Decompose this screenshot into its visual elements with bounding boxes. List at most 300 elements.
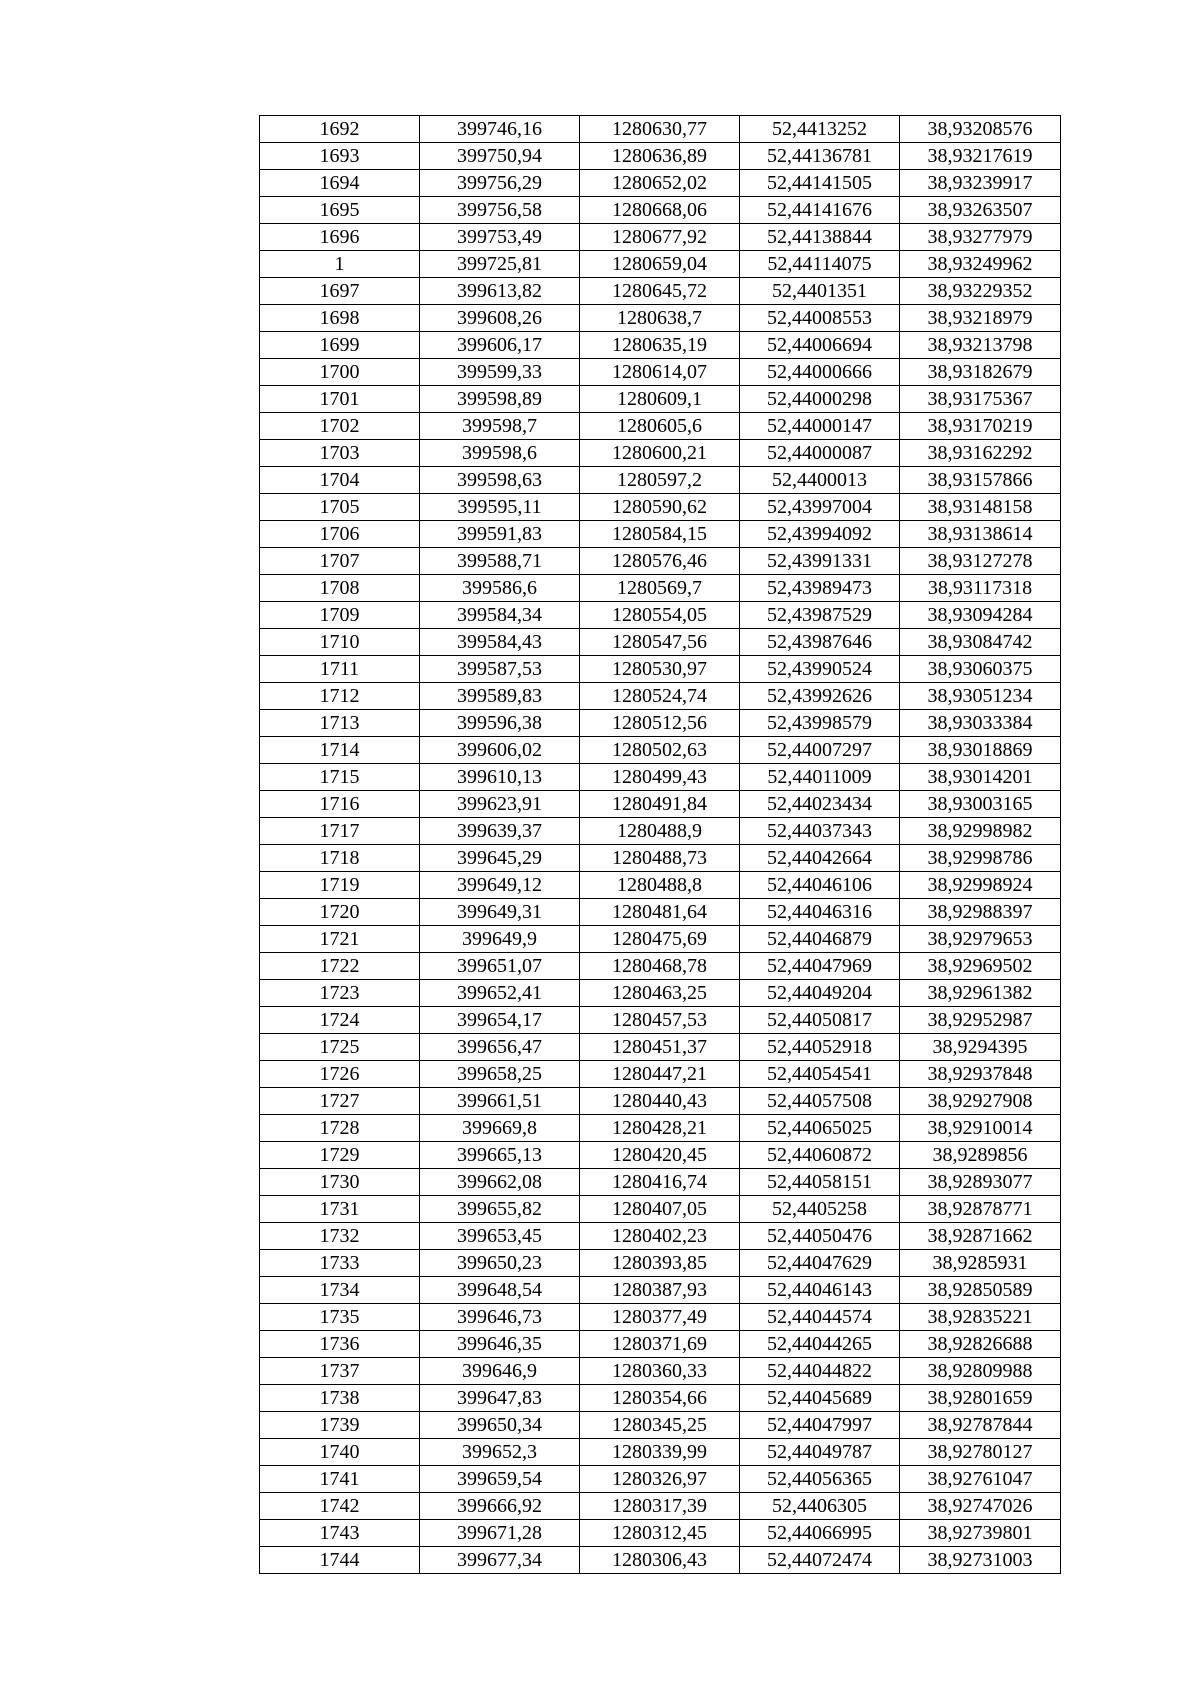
table-row: [260, 1304, 1061, 1331]
latitude-cell: 52,44056365: [740, 1466, 900, 1493]
point-number-cell: 1730: [260, 1169, 420, 1196]
point-number-cell: 1739: [260, 1412, 420, 1439]
point-number-cell: 1702: [260, 413, 420, 440]
longitude-cell: 38,93170219: [900, 413, 1061, 440]
y-coordinate-cell: 1280428,21: [580, 1115, 740, 1142]
point-number-cell: 1707: [260, 548, 420, 575]
table-row: [260, 1493, 1061, 1520]
y-coordinate-cell: 1280605,6: [580, 413, 740, 440]
table-row: [260, 116, 1061, 143]
longitude-cell: 38,92988397: [900, 899, 1061, 926]
latitude-cell: 52,44046143: [740, 1277, 900, 1304]
y-coordinate-cell: 1280402,23: [580, 1223, 740, 1250]
latitude-cell: 52,44044822: [740, 1358, 900, 1385]
x-coordinate-cell: 399613,82: [420, 278, 580, 305]
table-row: [260, 764, 1061, 791]
point-number-cell: 1712: [260, 683, 420, 710]
longitude-cell: 38,93094284: [900, 602, 1061, 629]
latitude-cell: 52,44050817: [740, 1007, 900, 1034]
longitude-cell: 38,92787844: [900, 1412, 1061, 1439]
latitude-cell: 52,44058151: [740, 1169, 900, 1196]
table-row: [260, 359, 1061, 386]
longitude-cell: 38,92809988: [900, 1358, 1061, 1385]
latitude-cell: 52,44057508: [740, 1088, 900, 1115]
point-number-cell: 1713: [260, 710, 420, 737]
x-coordinate-cell: 399662,08: [420, 1169, 580, 1196]
latitude-cell: 52,4413252: [740, 116, 900, 143]
table-row: [260, 305, 1061, 332]
point-number-cell: 1727: [260, 1088, 420, 1115]
longitude-cell: 38,93033384: [900, 710, 1061, 737]
x-coordinate-cell: 399591,83: [420, 521, 580, 548]
longitude-cell: 38,93249962: [900, 251, 1061, 278]
y-coordinate-cell: 1280377,49: [580, 1304, 740, 1331]
point-number-cell: 1728: [260, 1115, 420, 1142]
longitude-cell: 38,92871662: [900, 1223, 1061, 1250]
latitude-cell: 52,44042664: [740, 845, 900, 872]
point-number-cell: 1703: [260, 440, 420, 467]
x-coordinate-cell: 399606,17: [420, 332, 580, 359]
latitude-cell: 52,44037343: [740, 818, 900, 845]
y-coordinate-cell: 1280638,7: [580, 305, 740, 332]
longitude-cell: 38,93117318: [900, 575, 1061, 602]
latitude-cell: 52,44072474: [740, 1547, 900, 1574]
point-number-cell: 1729: [260, 1142, 420, 1169]
latitude-cell: 52,43989473: [740, 575, 900, 602]
table-row: [260, 1466, 1061, 1493]
table-row: [260, 980, 1061, 1007]
point-number-cell: 1709: [260, 602, 420, 629]
latitude-cell: 52,44049204: [740, 980, 900, 1007]
longitude-cell: 38,93162292: [900, 440, 1061, 467]
y-coordinate-cell: 1280488,73: [580, 845, 740, 872]
longitude-cell: 38,93051234: [900, 683, 1061, 710]
point-number-cell: 1735: [260, 1304, 420, 1331]
point-number-cell: 1740: [260, 1439, 420, 1466]
longitude-cell: 38,92801659: [900, 1385, 1061, 1412]
x-coordinate-cell: 399646,9: [420, 1358, 580, 1385]
latitude-cell: 52,44054541: [740, 1061, 900, 1088]
y-coordinate-cell: 1280597,2: [580, 467, 740, 494]
x-coordinate-cell: 399654,17: [420, 1007, 580, 1034]
x-coordinate-cell: 399647,83: [420, 1385, 580, 1412]
longitude-cell: 38,92739801: [900, 1520, 1061, 1547]
x-coordinate-cell: 399599,33: [420, 359, 580, 386]
longitude-cell: 38,93213798: [900, 332, 1061, 359]
latitude-cell: 52,44045689: [740, 1385, 900, 1412]
longitude-cell: 38,92826688: [900, 1331, 1061, 1358]
table-row: [260, 1061, 1061, 1088]
table-row: [260, 683, 1061, 710]
x-coordinate-cell: 399598,7: [420, 413, 580, 440]
y-coordinate-cell: 1280659,04: [580, 251, 740, 278]
x-coordinate-cell: 399653,45: [420, 1223, 580, 1250]
y-coordinate-cell: 1280645,72: [580, 278, 740, 305]
point-number-cell: 1699: [260, 332, 420, 359]
point-number-cell: 1695: [260, 197, 420, 224]
latitude-cell: 52,44060872: [740, 1142, 900, 1169]
latitude-cell: 52,44006694: [740, 332, 900, 359]
table-row: [260, 1088, 1061, 1115]
y-coordinate-cell: 1280481,64: [580, 899, 740, 926]
longitude-cell: 38,93060375: [900, 656, 1061, 683]
point-number-cell: 1705: [260, 494, 420, 521]
point-number-cell: 1694: [260, 170, 420, 197]
x-coordinate-cell: 399623,91: [420, 791, 580, 818]
x-coordinate-cell: 399639,37: [420, 818, 580, 845]
latitude-cell: 52,44000147: [740, 413, 900, 440]
longitude-cell: 38,92937848: [900, 1061, 1061, 1088]
point-number-cell: 1697: [260, 278, 420, 305]
point-number-cell: 1718: [260, 845, 420, 872]
latitude-cell: 52,44007297: [740, 737, 900, 764]
longitude-cell: 38,93208576: [900, 116, 1061, 143]
x-coordinate-cell: 399655,82: [420, 1196, 580, 1223]
table-row: [260, 1196, 1061, 1223]
y-coordinate-cell: 1280512,56: [580, 710, 740, 737]
point-number-cell: 1704: [260, 467, 420, 494]
longitude-cell: 38,93014201: [900, 764, 1061, 791]
x-coordinate-cell: 399652,3: [420, 1439, 580, 1466]
longitude-cell: 38,92910014: [900, 1115, 1061, 1142]
table-row: [260, 494, 1061, 521]
longitude-cell: 38,92952987: [900, 1007, 1061, 1034]
y-coordinate-cell: 1280416,74: [580, 1169, 740, 1196]
x-coordinate-cell: 399589,83: [420, 683, 580, 710]
x-coordinate-cell: 399596,38: [420, 710, 580, 737]
table-row: [260, 656, 1061, 683]
longitude-cell: 38,93263507: [900, 197, 1061, 224]
point-number-cell: 1742: [260, 1493, 420, 1520]
longitude-cell: 38,93182679: [900, 359, 1061, 386]
y-coordinate-cell: 1280491,84: [580, 791, 740, 818]
x-coordinate-cell: 399753,49: [420, 224, 580, 251]
longitude-cell: 38,93084742: [900, 629, 1061, 656]
y-coordinate-cell: 1280447,21: [580, 1061, 740, 1088]
point-number-cell: 1701: [260, 386, 420, 413]
y-coordinate-cell: 1280306,43: [580, 1547, 740, 1574]
table-row: [260, 710, 1061, 737]
latitude-cell: 52,43998579: [740, 710, 900, 737]
latitude-cell: 52,4401351: [740, 278, 900, 305]
table-row: [260, 440, 1061, 467]
point-number-cell: 1698: [260, 305, 420, 332]
y-coordinate-cell: 1280326,97: [580, 1466, 740, 1493]
table-row: [260, 953, 1061, 980]
x-coordinate-cell: 399649,12: [420, 872, 580, 899]
x-coordinate-cell: 399650,34: [420, 1412, 580, 1439]
longitude-cell: 38,93229352: [900, 278, 1061, 305]
point-number-cell: 1714: [260, 737, 420, 764]
table-row: [260, 548, 1061, 575]
latitude-cell: 52,44046316: [740, 899, 900, 926]
x-coordinate-cell: 399671,28: [420, 1520, 580, 1547]
y-coordinate-cell: 1280488,9: [580, 818, 740, 845]
point-number-cell: 1717: [260, 818, 420, 845]
y-coordinate-cell: 1280463,25: [580, 980, 740, 1007]
table-row: [260, 467, 1061, 494]
latitude-cell: 52,44050476: [740, 1223, 900, 1250]
latitude-cell: 52,43990524: [740, 656, 900, 683]
x-coordinate-cell: 399649,9: [420, 926, 580, 953]
x-coordinate-cell: 399665,13: [420, 1142, 580, 1169]
table-row: [260, 791, 1061, 818]
longitude-cell: 38,92747026: [900, 1493, 1061, 1520]
longitude-cell: 38,93018869: [900, 737, 1061, 764]
table-row: [260, 224, 1061, 251]
x-coordinate-cell: 399652,41: [420, 980, 580, 1007]
coordinates-table-body: [260, 116, 1061, 1574]
table-row: [260, 926, 1061, 953]
longitude-cell: 38,92979653: [900, 926, 1061, 953]
longitude-cell: 38,92835221: [900, 1304, 1061, 1331]
point-number-cell: 1724: [260, 1007, 420, 1034]
point-number-cell: 1734: [260, 1277, 420, 1304]
y-coordinate-cell: 1280499,43: [580, 764, 740, 791]
y-coordinate-cell: 1280451,37: [580, 1034, 740, 1061]
latitude-cell: 52,44047969: [740, 953, 900, 980]
longitude-cell: 38,9294395: [900, 1034, 1061, 1061]
latitude-cell: 52,43992626: [740, 683, 900, 710]
y-coordinate-cell: 1280457,53: [580, 1007, 740, 1034]
y-coordinate-cell: 1280524,74: [580, 683, 740, 710]
longitude-cell: 38,92731003: [900, 1547, 1061, 1574]
latitude-cell: 52,4406305: [740, 1493, 900, 1520]
table-row: [260, 872, 1061, 899]
point-number-cell: 1716: [260, 791, 420, 818]
x-coordinate-cell: 399756,29: [420, 170, 580, 197]
y-coordinate-cell: 1280677,92: [580, 224, 740, 251]
table-row: [260, 251, 1061, 278]
table-row: [260, 170, 1061, 197]
x-coordinate-cell: 399586,6: [420, 575, 580, 602]
x-coordinate-cell: 399746,16: [420, 116, 580, 143]
y-coordinate-cell: 1280590,62: [580, 494, 740, 521]
point-number-cell: 1693: [260, 143, 420, 170]
longitude-cell: 38,93003165: [900, 791, 1061, 818]
x-coordinate-cell: 399725,81: [420, 251, 580, 278]
y-coordinate-cell: 1280317,39: [580, 1493, 740, 1520]
longitude-cell: 38,92761047: [900, 1466, 1061, 1493]
y-coordinate-cell: 1280339,99: [580, 1439, 740, 1466]
latitude-cell: 52,44046106: [740, 872, 900, 899]
longitude-cell: 38,92850589: [900, 1277, 1061, 1304]
point-number-cell: 1737: [260, 1358, 420, 1385]
x-coordinate-cell: 399598,89: [420, 386, 580, 413]
x-coordinate-cell: 399659,54: [420, 1466, 580, 1493]
table-row: [260, 737, 1061, 764]
longitude-cell: 38,9285931: [900, 1250, 1061, 1277]
x-coordinate-cell: 399595,11: [420, 494, 580, 521]
table-row: [260, 278, 1061, 305]
y-coordinate-cell: 1280614,07: [580, 359, 740, 386]
y-coordinate-cell: 1280584,15: [580, 521, 740, 548]
latitude-cell: 52,44000087: [740, 440, 900, 467]
longitude-cell: 38,93157866: [900, 467, 1061, 494]
point-number-cell: 1719: [260, 872, 420, 899]
latitude-cell: 52,44047629: [740, 1250, 900, 1277]
y-coordinate-cell: 1280652,02: [580, 170, 740, 197]
x-coordinate-cell: 399598,63: [420, 467, 580, 494]
y-coordinate-cell: 1280576,46: [580, 548, 740, 575]
table-row: [260, 332, 1061, 359]
x-coordinate-cell: 399606,02: [420, 737, 580, 764]
x-coordinate-cell: 399608,26: [420, 305, 580, 332]
table-row: [260, 1385, 1061, 1412]
table-row: [260, 1007, 1061, 1034]
latitude-cell: 52,43987646: [740, 629, 900, 656]
x-coordinate-cell: 399666,92: [420, 1493, 580, 1520]
latitude-cell: 52,44141505: [740, 170, 900, 197]
point-number-cell: 1721: [260, 926, 420, 953]
longitude-cell: 38,93217619: [900, 143, 1061, 170]
x-coordinate-cell: 399587,53: [420, 656, 580, 683]
x-coordinate-cell: 399651,07: [420, 953, 580, 980]
point-number-cell: 1696: [260, 224, 420, 251]
table-row: [260, 1034, 1061, 1061]
latitude-cell: 52,43987529: [740, 602, 900, 629]
longitude-cell: 38,9289856: [900, 1142, 1061, 1169]
table-row: [260, 575, 1061, 602]
y-coordinate-cell: 1280468,78: [580, 953, 740, 980]
point-number-cell: 1706: [260, 521, 420, 548]
latitude-cell: 52,44066995: [740, 1520, 900, 1547]
longitude-cell: 38,92878771: [900, 1196, 1061, 1223]
point-number-cell: 1733: [260, 1250, 420, 1277]
longitude-cell: 38,93239917: [900, 170, 1061, 197]
table-row: [260, 386, 1061, 413]
y-coordinate-cell: 1280371,69: [580, 1331, 740, 1358]
table-row: [260, 1547, 1061, 1574]
y-coordinate-cell: 1280420,45: [580, 1142, 740, 1169]
x-coordinate-cell: 399661,51: [420, 1088, 580, 1115]
table-row: [260, 1169, 1061, 1196]
x-coordinate-cell: 399656,47: [420, 1034, 580, 1061]
latitude-cell: 52,44011009: [740, 764, 900, 791]
table-row: [260, 1115, 1061, 1142]
longitude-cell: 38,92998982: [900, 818, 1061, 845]
point-number-cell: 1725: [260, 1034, 420, 1061]
latitude-cell: 52,44136781: [740, 143, 900, 170]
point-number-cell: 1720: [260, 899, 420, 926]
table-row: [260, 521, 1061, 548]
y-coordinate-cell: 1280668,06: [580, 197, 740, 224]
y-coordinate-cell: 1280387,93: [580, 1277, 740, 1304]
latitude-cell: 52,4400013: [740, 467, 900, 494]
y-coordinate-cell: 1280554,05: [580, 602, 740, 629]
latitude-cell: 52,44046879: [740, 926, 900, 953]
x-coordinate-cell: 399677,34: [420, 1547, 580, 1574]
x-coordinate-cell: 399649,31: [420, 899, 580, 926]
x-coordinate-cell: 399648,54: [420, 1277, 580, 1304]
x-coordinate-cell: 399588,71: [420, 548, 580, 575]
table-row: [260, 602, 1061, 629]
y-coordinate-cell: 1280569,7: [580, 575, 740, 602]
y-coordinate-cell: 1280636,89: [580, 143, 740, 170]
longitude-cell: 38,93138614: [900, 521, 1061, 548]
latitude-cell: 52,4405258: [740, 1196, 900, 1223]
y-coordinate-cell: 1280440,43: [580, 1088, 740, 1115]
longitude-cell: 38,92969502: [900, 953, 1061, 980]
latitude-cell: 52,44047997: [740, 1412, 900, 1439]
point-number-cell: 1715: [260, 764, 420, 791]
x-coordinate-cell: 399646,35: [420, 1331, 580, 1358]
point-number-cell: 1738: [260, 1385, 420, 1412]
longitude-cell: 38,93277979: [900, 224, 1061, 251]
y-coordinate-cell: 1280547,56: [580, 629, 740, 656]
table-row: [260, 1250, 1061, 1277]
latitude-cell: 52,44008553: [740, 305, 900, 332]
point-number-cell: 1723: [260, 980, 420, 1007]
x-coordinate-cell: 399610,13: [420, 764, 580, 791]
y-coordinate-cell: 1280600,21: [580, 440, 740, 467]
table-row: [260, 899, 1061, 926]
point-number-cell: 1741: [260, 1466, 420, 1493]
x-coordinate-cell: 399598,6: [420, 440, 580, 467]
latitude-cell: 52,44141676: [740, 197, 900, 224]
y-coordinate-cell: 1280345,25: [580, 1412, 740, 1439]
x-coordinate-cell: 399650,23: [420, 1250, 580, 1277]
longitude-cell: 38,92893077: [900, 1169, 1061, 1196]
x-coordinate-cell: 399669,8: [420, 1115, 580, 1142]
table-row: [260, 1412, 1061, 1439]
y-coordinate-cell: 1280312,45: [580, 1520, 740, 1547]
latitude-cell: 52,44049787: [740, 1439, 900, 1466]
point-number-cell: 1743: [260, 1520, 420, 1547]
x-coordinate-cell: 399645,29: [420, 845, 580, 872]
point-number-cell: 1708: [260, 575, 420, 602]
point-number-cell: 1700: [260, 359, 420, 386]
y-coordinate-cell: 1280502,63: [580, 737, 740, 764]
point-number-cell: 1726: [260, 1061, 420, 1088]
point-number-cell: 1710: [260, 629, 420, 656]
table-row: [260, 1439, 1061, 1466]
longitude-cell: 38,92961382: [900, 980, 1061, 1007]
table-row: [260, 629, 1061, 656]
y-coordinate-cell: 1280360,33: [580, 1358, 740, 1385]
table-row: [260, 1520, 1061, 1547]
point-number-cell: 1692: [260, 116, 420, 143]
latitude-cell: 52,43994092: [740, 521, 900, 548]
latitude-cell: 52,44044574: [740, 1304, 900, 1331]
latitude-cell: 52,44023434: [740, 791, 900, 818]
x-coordinate-cell: 399658,25: [420, 1061, 580, 1088]
longitude-cell: 38,93218979: [900, 305, 1061, 332]
x-coordinate-cell: 399646,73: [420, 1304, 580, 1331]
latitude-cell: 52,44065025: [740, 1115, 900, 1142]
longitude-cell: 38,92998924: [900, 872, 1061, 899]
table-row: [260, 1142, 1061, 1169]
table-row: [260, 143, 1061, 170]
latitude-cell: 52,44138844: [740, 224, 900, 251]
y-coordinate-cell: 1280530,97: [580, 656, 740, 683]
point-number-cell: 1711: [260, 656, 420, 683]
x-coordinate-cell: 399756,58: [420, 197, 580, 224]
point-number-cell: 1: [260, 251, 420, 278]
table-row: [260, 197, 1061, 224]
latitude-cell: 52,44044265: [740, 1331, 900, 1358]
longitude-cell: 38,93175367: [900, 386, 1061, 413]
point-number-cell: 1722: [260, 953, 420, 980]
table-row: [260, 1277, 1061, 1304]
longitude-cell: 38,92998786: [900, 845, 1061, 872]
latitude-cell: 52,44052918: [740, 1034, 900, 1061]
latitude-cell: 52,43997004: [740, 494, 900, 521]
table-row: [260, 1358, 1061, 1385]
latitude-cell: 52,43991331: [740, 548, 900, 575]
y-coordinate-cell: 1280609,1: [580, 386, 740, 413]
latitude-cell: 52,44114075: [740, 251, 900, 278]
